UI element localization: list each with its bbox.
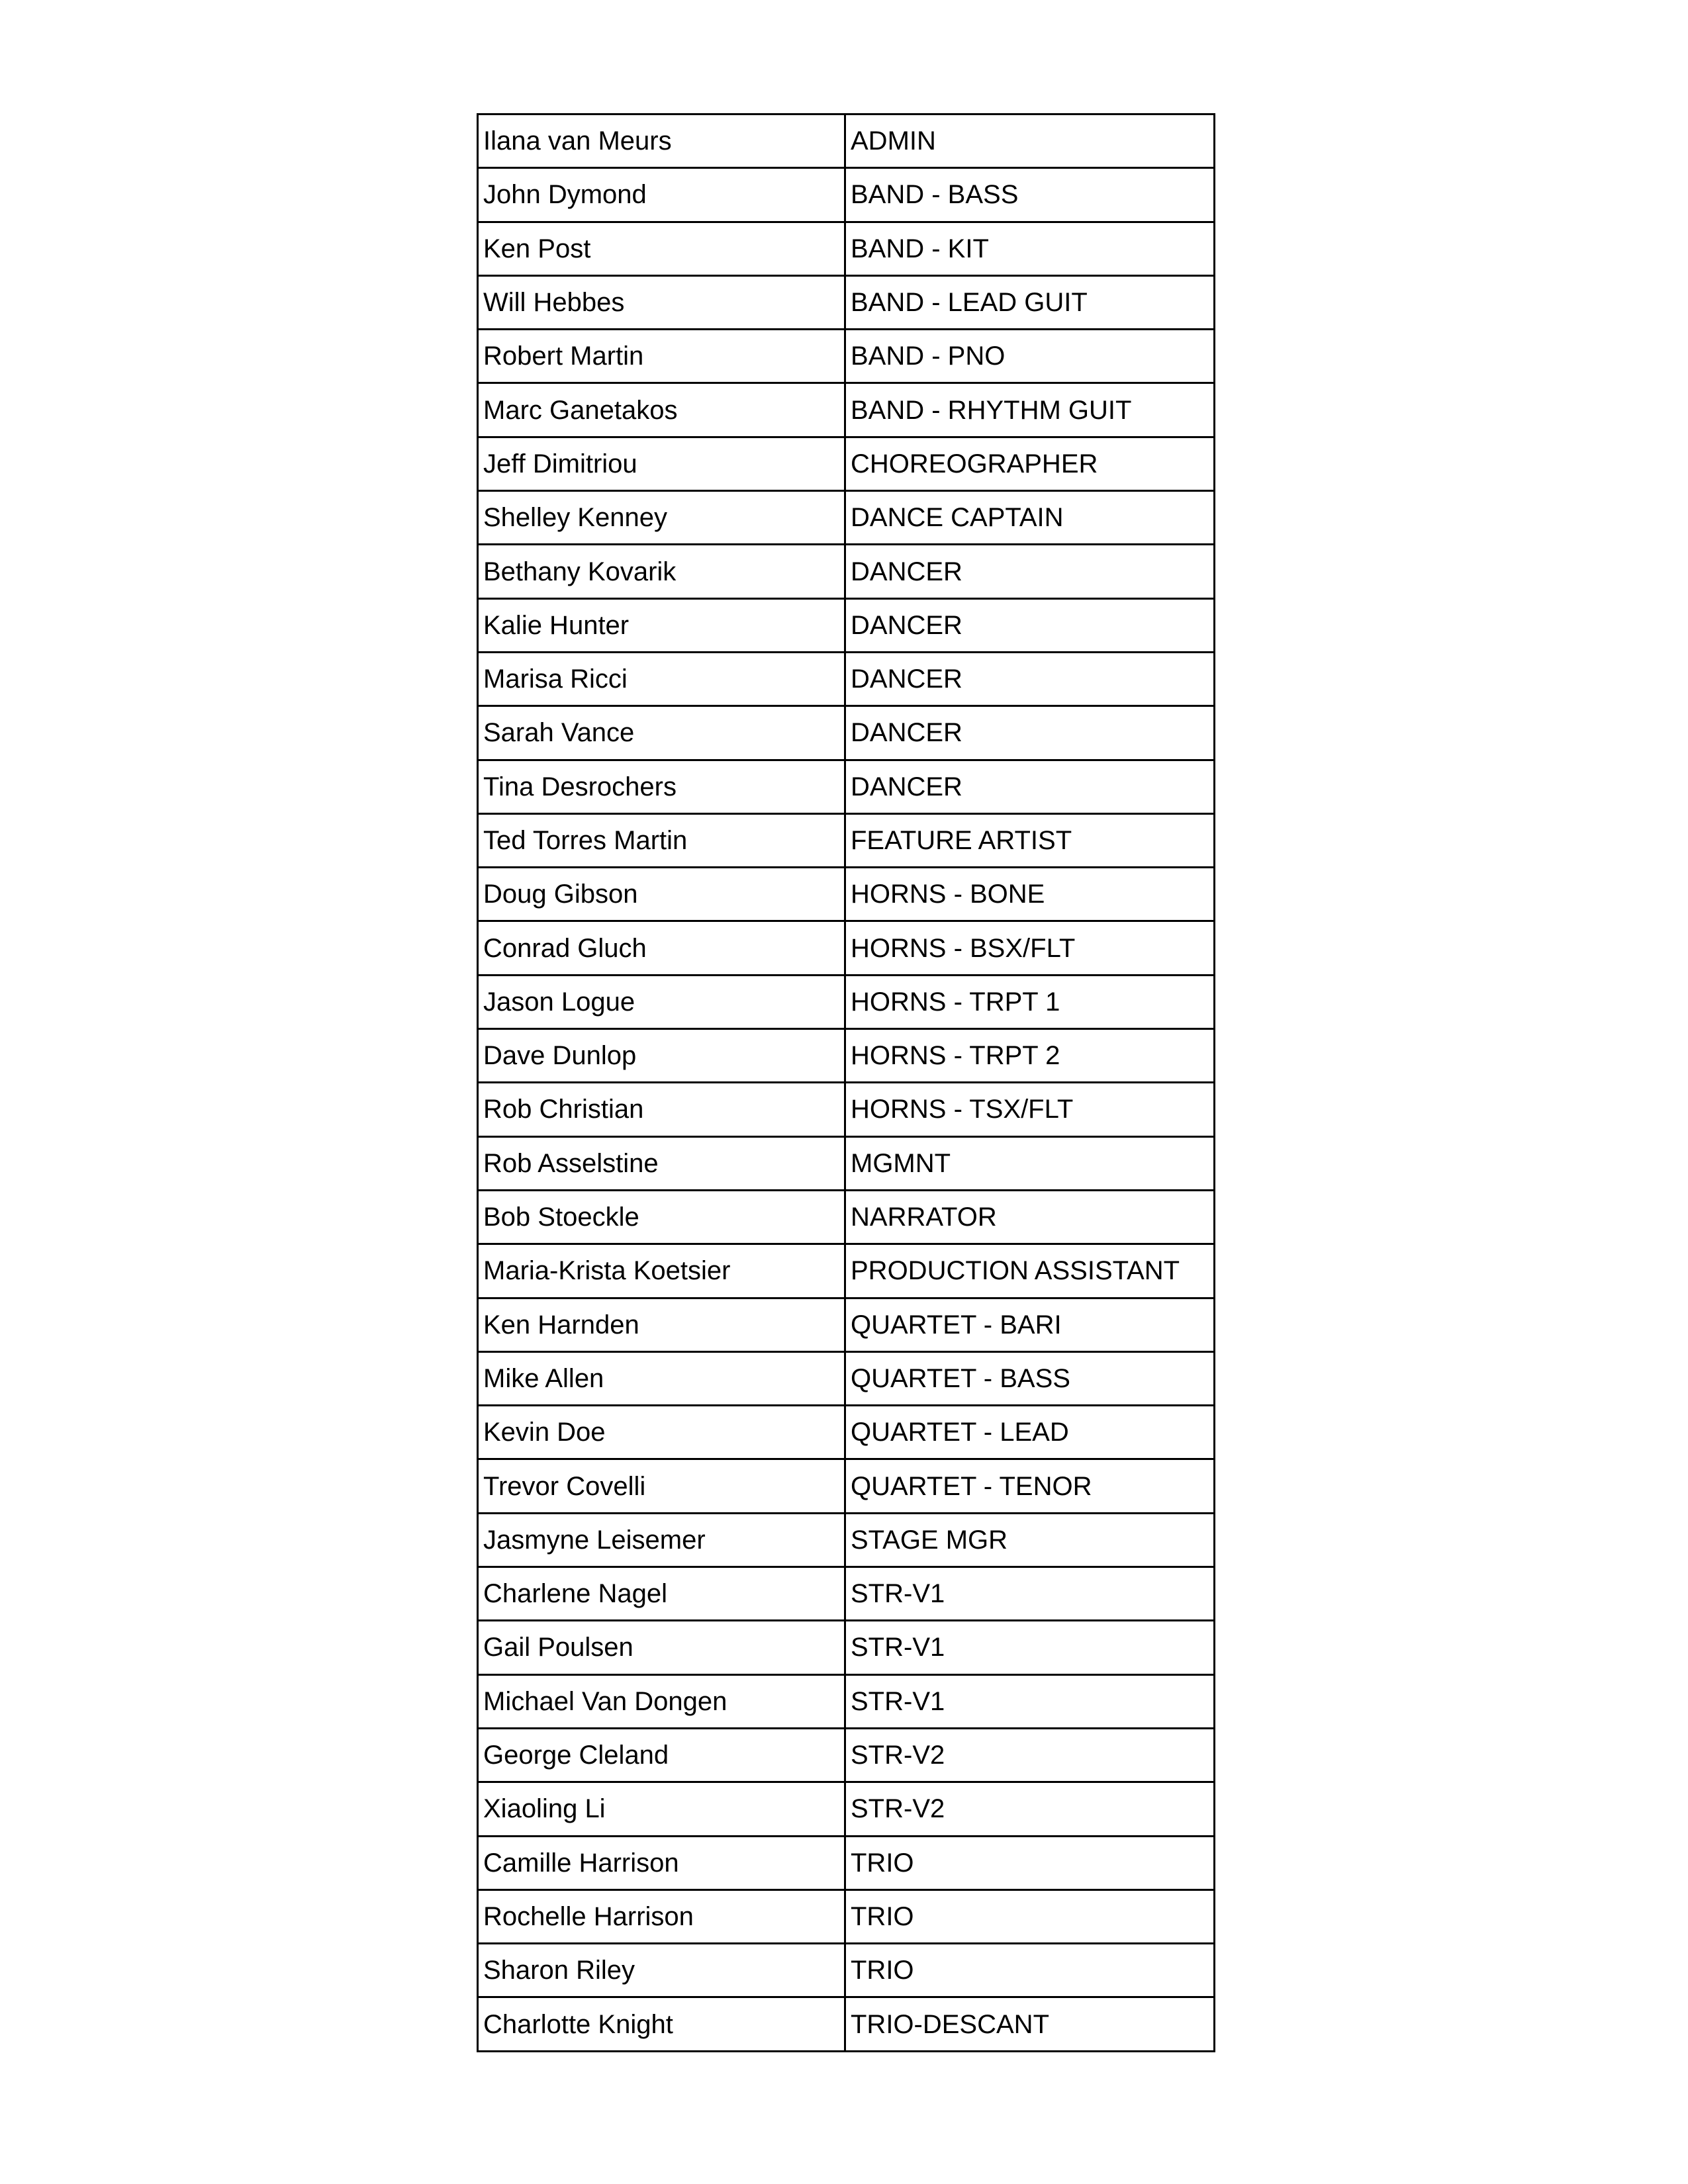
role-cell: NARRATOR xyxy=(845,1190,1215,1244)
person-name-cell: Will Hebbes xyxy=(478,275,845,329)
table-row xyxy=(478,1298,1215,1351)
role-cell: QUARTET - BARI xyxy=(845,1298,1215,1351)
table-row xyxy=(478,1513,1215,1567)
person-name-cell: Jasmyne Leisemer xyxy=(478,1513,845,1567)
person-name-cell: George Cleland xyxy=(478,1728,845,1782)
table-row xyxy=(478,1997,1215,2051)
person-name-cell: Bob Stoeckle xyxy=(478,1190,845,1244)
role-cell: BAND - LEAD GUIT xyxy=(845,275,1215,329)
role-cell: HORNS - TSX/FLT xyxy=(845,1083,1215,1136)
table-row xyxy=(478,706,1215,760)
table-row xyxy=(478,921,1215,975)
role-cell: BAND - KIT xyxy=(845,222,1215,275)
role-cell: STR-V2 xyxy=(845,1728,1215,1782)
table-row xyxy=(478,1944,1215,1997)
person-name-cell: Gail Poulsen xyxy=(478,1621,845,1674)
table-row xyxy=(478,383,1215,437)
role-cell: TRIO-DESCANT xyxy=(845,1997,1215,2051)
role-cell: PRODUCTION ASSISTANT xyxy=(845,1244,1215,1298)
table-row xyxy=(478,491,1215,545)
person-name-cell: Rochelle Harrison xyxy=(478,1889,845,1943)
table-row xyxy=(478,1029,1215,1083)
person-name-cell: Sharon Riley xyxy=(478,1944,845,1997)
table-row xyxy=(478,545,1215,598)
table-row xyxy=(478,1351,1215,1405)
table-row xyxy=(478,1406,1215,1459)
role-cell: DANCER xyxy=(845,760,1215,813)
role-cell: QUARTET - LEAD xyxy=(845,1406,1215,1459)
person-name-cell: Jeff Dimitriou xyxy=(478,437,845,490)
role-cell: TRIO xyxy=(845,1944,1215,1997)
role-cell: STR-V1 xyxy=(845,1674,1215,1728)
person-name-cell: Dave Dunlop xyxy=(478,1029,845,1083)
table-row xyxy=(478,868,1215,921)
person-name-cell: Ken Post xyxy=(478,222,845,275)
role-cell: HORNS - BSX/FLT xyxy=(845,921,1215,975)
person-name-cell: Marisa Ricci xyxy=(478,652,845,705)
role-cell: DANCER xyxy=(845,652,1215,705)
person-name-cell: Maria-Krista Koetsier xyxy=(478,1244,845,1298)
role-cell: STAGE MGR xyxy=(845,1513,1215,1567)
person-name-cell: Robert Martin xyxy=(478,330,845,383)
role-cell: DANCE CAPTAIN xyxy=(845,491,1215,545)
role-cell: FEATURE ARTIST xyxy=(845,813,1215,867)
role-cell: BAND - RHYTHM GUIT xyxy=(845,383,1215,437)
table-row xyxy=(478,1621,1215,1674)
role-cell: HORNS - BONE xyxy=(845,868,1215,921)
role-cell: HORNS - TRPT 2 xyxy=(845,1029,1215,1083)
person-name-cell: Kevin Doe xyxy=(478,1406,845,1459)
table-row xyxy=(478,168,1215,222)
table-row xyxy=(478,975,1215,1028)
role-cell: TRIO xyxy=(845,1836,1215,1889)
table-row xyxy=(478,1567,1215,1621)
person-name-cell: Bethany Kovarik xyxy=(478,545,845,598)
table-row xyxy=(478,652,1215,705)
role-cell: MGMNT xyxy=(845,1136,1215,1190)
role-cell: STR-V2 xyxy=(845,1782,1215,1836)
table-row xyxy=(478,1136,1215,1190)
table-row xyxy=(478,1190,1215,1244)
role-cell: TRIO xyxy=(845,1889,1215,1943)
person-name-cell: Marc Ganetakos xyxy=(478,383,845,437)
table-row xyxy=(478,1083,1215,1136)
person-name-cell: Mike Allen xyxy=(478,1351,845,1405)
person-name-cell: John Dymond xyxy=(478,168,845,222)
person-name-cell: Doug Gibson xyxy=(478,868,845,921)
table-row xyxy=(478,1782,1215,1836)
table-row xyxy=(478,1836,1215,1889)
role-cell: BAND - BASS xyxy=(845,168,1215,222)
table-row xyxy=(478,813,1215,867)
table-row xyxy=(478,1674,1215,1728)
role-cell: DANCER xyxy=(845,598,1215,652)
table-row xyxy=(478,760,1215,813)
person-name-cell: Charlene Nagel xyxy=(478,1567,845,1621)
role-cell: CHOREOGRAPHER xyxy=(845,437,1215,490)
role-cell: ADMIN xyxy=(845,114,1215,168)
person-name-cell: Kalie Hunter xyxy=(478,598,845,652)
roster-table xyxy=(477,113,1215,2052)
person-name-cell: Jason Logue xyxy=(478,975,845,1028)
role-cell: DANCER xyxy=(845,545,1215,598)
role-cell: HORNS - TRPT 1 xyxy=(845,975,1215,1028)
person-name-cell: Sarah Vance xyxy=(478,706,845,760)
table-row xyxy=(478,598,1215,652)
table-row xyxy=(478,1889,1215,1943)
person-name-cell: Ken Harnden xyxy=(478,1298,845,1351)
person-name-cell: Camille Harrison xyxy=(478,1836,845,1889)
person-name-cell: Rob Asselstine xyxy=(478,1136,845,1190)
table-row xyxy=(478,1728,1215,1782)
person-name-cell: Xiaoling Li xyxy=(478,1782,845,1836)
person-name-cell: Ilana van Meurs xyxy=(478,114,845,168)
role-cell: STR-V1 xyxy=(845,1621,1215,1674)
table-row xyxy=(478,437,1215,490)
roster-table-body xyxy=(478,114,1215,2052)
person-name-cell: Michael Van Dongen xyxy=(478,1674,845,1728)
table-row xyxy=(478,275,1215,329)
role-cell: DANCER xyxy=(845,706,1215,760)
person-name-cell: Ted Torres Martin xyxy=(478,813,845,867)
person-name-cell: Tina Desrochers xyxy=(478,760,845,813)
person-name-cell: Conrad Gluch xyxy=(478,921,845,975)
role-cell: QUARTET - BASS xyxy=(845,1351,1215,1405)
table-row xyxy=(478,114,1215,168)
table-row xyxy=(478,1459,1215,1513)
role-cell: QUARTET - TENOR xyxy=(845,1459,1215,1513)
table-row xyxy=(478,330,1215,383)
person-name-cell: Rob Christian xyxy=(478,1083,845,1136)
role-cell: STR-V1 xyxy=(845,1567,1215,1621)
person-name-cell: Charlotte Knight xyxy=(478,1997,845,2051)
role-cell: BAND - PNO xyxy=(845,330,1215,383)
person-name-cell: Trevor Covelli xyxy=(478,1459,845,1513)
table-row xyxy=(478,222,1215,275)
table-row xyxy=(478,1244,1215,1298)
person-name-cell: Shelley Kenney xyxy=(478,491,845,545)
